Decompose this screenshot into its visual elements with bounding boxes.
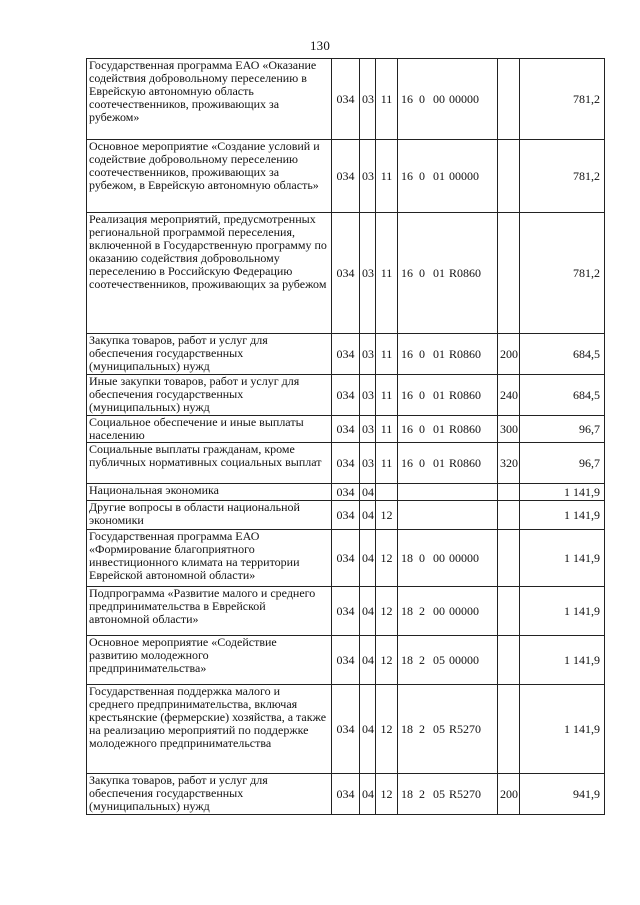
expense-type-code [498, 213, 520, 334]
csr-subprogram: 2 [419, 786, 425, 801]
expense-type-code: 200 [498, 334, 520, 375]
csr-subprogram: 0 [419, 550, 425, 565]
csr-program: 16 [401, 455, 413, 470]
expense-type-code: 200 [498, 774, 520, 815]
amount: 781,2 [520, 213, 605, 334]
csr-subprogram: 0 [419, 346, 425, 361]
csr-main-event: 00 [433, 603, 445, 618]
csr-main-event: 01 [433, 265, 445, 280]
expense-type-code [498, 530, 520, 587]
amount: 684,5 [520, 334, 605, 375]
csr-direction: 00000 [449, 652, 479, 667]
target-article-code [398, 140, 498, 213]
csr-subprogram: 0 [419, 91, 425, 106]
csr-direction: 00000 [449, 603, 479, 618]
table-row [87, 140, 605, 213]
section-code: 03 [360, 443, 376, 484]
csr-direction: R0860 [449, 346, 482, 361]
csr-program: 18 [401, 550, 413, 565]
csr-main-event: 05 [433, 721, 445, 736]
table-row [87, 484, 605, 501]
ministry-code: 034 [332, 530, 360, 587]
csr-program: 16 [401, 421, 413, 436]
ministry-code: 034 [332, 685, 360, 774]
csr-direction: 00000 [449, 91, 479, 106]
amount: 96,7 [520, 443, 605, 484]
amount: 96,7 [520, 416, 605, 443]
expense-type-code [498, 59, 520, 140]
csr-direction: 00000 [449, 168, 479, 183]
csr-subprogram: 0 [419, 265, 425, 280]
section-code: 04 [360, 484, 376, 501]
csr-main-event: 01 [433, 455, 445, 470]
ministry-code: 034 [332, 774, 360, 815]
row-name: Реализация мероприятий, предусмотренных региональной программой переселения, включенной в Государственную программу по оказанию содействия добровольному переселению в Российскую Федерацию соотечественников, проживающих за рубежом [87, 213, 332, 334]
csr-program: 18 [401, 721, 413, 736]
csr-main-event: 01 [433, 168, 445, 183]
amount: 684,5 [520, 375, 605, 416]
csr-direction: R5270 [449, 786, 482, 801]
section-code: 04 [360, 587, 376, 636]
csr-main-event: 01 [433, 346, 445, 361]
subsection-code: 11 [376, 334, 398, 375]
target-article-code [398, 59, 498, 140]
section-code: 04 [360, 501, 376, 530]
row-name: Закупка товаров, работ и услуг для обеспечения государственных (муниципальных) нужд [87, 334, 332, 375]
target-article-code [398, 416, 498, 443]
target-article-code [398, 501, 498, 530]
ministry-code: 034 [332, 501, 360, 530]
row-name: Основное мероприятие «Создание условий и содействие добровольному переселению соотечественников, проживающих за рубежом, в Еврейскую автономную область» [87, 140, 332, 213]
target-article-code [398, 587, 498, 636]
row-name: Национальная экономика [87, 484, 332, 501]
target-article-code [398, 443, 498, 484]
expense-type-code [498, 636, 520, 685]
ministry-code: 034 [332, 443, 360, 484]
csr-main-event: 01 [433, 387, 445, 402]
csr-program: 16 [401, 265, 413, 280]
target-article-code [398, 530, 498, 587]
csr-direction: R0860 [449, 387, 482, 402]
target-article-code [398, 484, 498, 501]
amount: 1 141,9 [520, 501, 605, 530]
csr-direction: R0860 [449, 421, 482, 436]
table-row [87, 416, 605, 443]
csr-program: 18 [401, 603, 413, 618]
csr-program: 18 [401, 786, 413, 801]
row-name: Подпрограмма «Развитие малого и среднего предпринимательства в Еврейской автономной области» [87, 587, 332, 636]
section-code: 04 [360, 774, 376, 815]
section-code: 03 [360, 59, 376, 140]
csr-subprogram: 0 [419, 455, 425, 470]
section-code: 03 [360, 334, 376, 375]
csr-main-event: 01 [433, 421, 445, 436]
expense-type-code [498, 501, 520, 530]
subsection-code: 11 [376, 140, 398, 213]
subsection-code: 12 [376, 774, 398, 815]
budget-table [86, 58, 605, 815]
csr-program: 16 [401, 168, 413, 183]
section-code: 04 [360, 636, 376, 685]
csr-direction: R0860 [449, 265, 482, 280]
expense-type-code [498, 484, 520, 501]
ministry-code: 034 [332, 140, 360, 213]
amount: 1 141,9 [520, 484, 605, 501]
table-row [87, 587, 605, 636]
expense-type-code: 320 [498, 443, 520, 484]
expense-type-code [498, 685, 520, 774]
subsection-code: 12 [376, 685, 398, 774]
amount: 1 141,9 [520, 636, 605, 685]
row-name: Социальные выплаты гражданам, кроме публичных нормативных социальных выплат [87, 443, 332, 484]
csr-main-event: 05 [433, 652, 445, 667]
table-row [87, 636, 605, 685]
subsection-code: 12 [376, 530, 398, 587]
ministry-code: 034 [332, 484, 360, 501]
csr-program: 16 [401, 346, 413, 361]
target-article-code [398, 685, 498, 774]
page-number: 130 [309, 38, 331, 53]
table-row [87, 774, 605, 815]
target-article-code [398, 375, 498, 416]
row-name: Государственная поддержка малого и среднего предпринимательства, включая крестьянские (фермерские) хозяйства, а также на реализацию мероприятий по поддержке молодежного предпринимательства [87, 685, 332, 774]
expense-type-code [498, 140, 520, 213]
row-name: Другие вопросы в области национальной экономики [87, 501, 332, 530]
table-row [87, 501, 605, 530]
amount: 1 141,9 [520, 685, 605, 774]
csr-program: 16 [401, 387, 413, 402]
amount: 1 141,9 [520, 530, 605, 587]
csr-direction: R0860 [449, 455, 482, 470]
row-name: Социальное обеспечение и иные выплаты населению [87, 416, 332, 443]
csr-subprogram: 0 [419, 387, 425, 402]
subsection-code: 11 [376, 443, 398, 484]
target-article-code [398, 334, 498, 375]
ministry-code: 034 [332, 59, 360, 140]
table-row [87, 530, 605, 587]
amount: 941,9 [520, 774, 605, 815]
csr-subprogram: 2 [419, 603, 425, 618]
row-name: Закупка товаров, работ и услуг для обеспечения государственных (муниципальных) нужд [87, 774, 332, 815]
csr-subprogram: 0 [419, 421, 425, 436]
csr-main-event: 05 [433, 786, 445, 801]
table-body [87, 59, 605, 815]
subsection-code: 11 [376, 59, 398, 140]
row-name: Государственная программа ЕАО «Формирование благоприятного инвестиционного климата на территории Еврейской автономной области» [87, 530, 332, 587]
table-row [87, 59, 605, 140]
section-code: 03 [360, 213, 376, 334]
expense-type-code: 240 [498, 375, 520, 416]
row-name: Иные закупки товаров, работ и услуг для обеспечения государственных (муниципальных) нужд [87, 375, 332, 416]
subsection-code: 11 [376, 416, 398, 443]
subsection-code: 11 [376, 375, 398, 416]
expense-type-code [498, 587, 520, 636]
csr-subprogram: 2 [419, 721, 425, 736]
expense-type-code: 300 [498, 416, 520, 443]
ministry-code: 034 [332, 334, 360, 375]
ministry-code: 034 [332, 587, 360, 636]
csr-direction: R5270 [449, 721, 482, 736]
csr-main-event: 00 [433, 91, 445, 106]
amount: 1 141,9 [520, 587, 605, 636]
table-row [87, 443, 605, 484]
section-code: 03 [360, 416, 376, 443]
section-code: 04 [360, 530, 376, 587]
subsection-code [376, 484, 398, 501]
target-article-code [398, 213, 498, 334]
ministry-code: 034 [332, 375, 360, 416]
section-code: 03 [360, 140, 376, 213]
ministry-code: 034 [332, 416, 360, 443]
subsection-code: 12 [376, 501, 398, 530]
subsection-code: 12 [376, 636, 398, 685]
subsection-code: 11 [376, 213, 398, 334]
csr-program: 18 [401, 652, 413, 667]
ministry-code: 034 [332, 213, 360, 334]
csr-main-event: 00 [433, 550, 445, 565]
csr-subprogram: 2 [419, 652, 425, 667]
amount: 781,2 [520, 140, 605, 213]
csr-direction: 00000 [449, 550, 479, 565]
target-article-code [398, 636, 498, 685]
csr-subprogram: 0 [419, 168, 425, 183]
table-row [87, 213, 605, 334]
amount: 781,2 [520, 59, 605, 140]
section-code: 03 [360, 375, 376, 416]
row-name: Основное мероприятие «Содействие развитию молодежного предпринимательства» [87, 636, 332, 685]
table-row [87, 685, 605, 774]
ministry-code: 034 [332, 636, 360, 685]
row-name: Государственная программа ЕАО «Оказание содействия добровольному переселению в Еврейскую автономную область соотечественников, проживающих за рубежом» [87, 59, 332, 140]
target-article-code [398, 774, 498, 815]
csr-program: 16 [401, 91, 413, 106]
table-row [87, 334, 605, 375]
section-code: 04 [360, 685, 376, 774]
subsection-code: 12 [376, 587, 398, 636]
table-row [87, 375, 605, 416]
